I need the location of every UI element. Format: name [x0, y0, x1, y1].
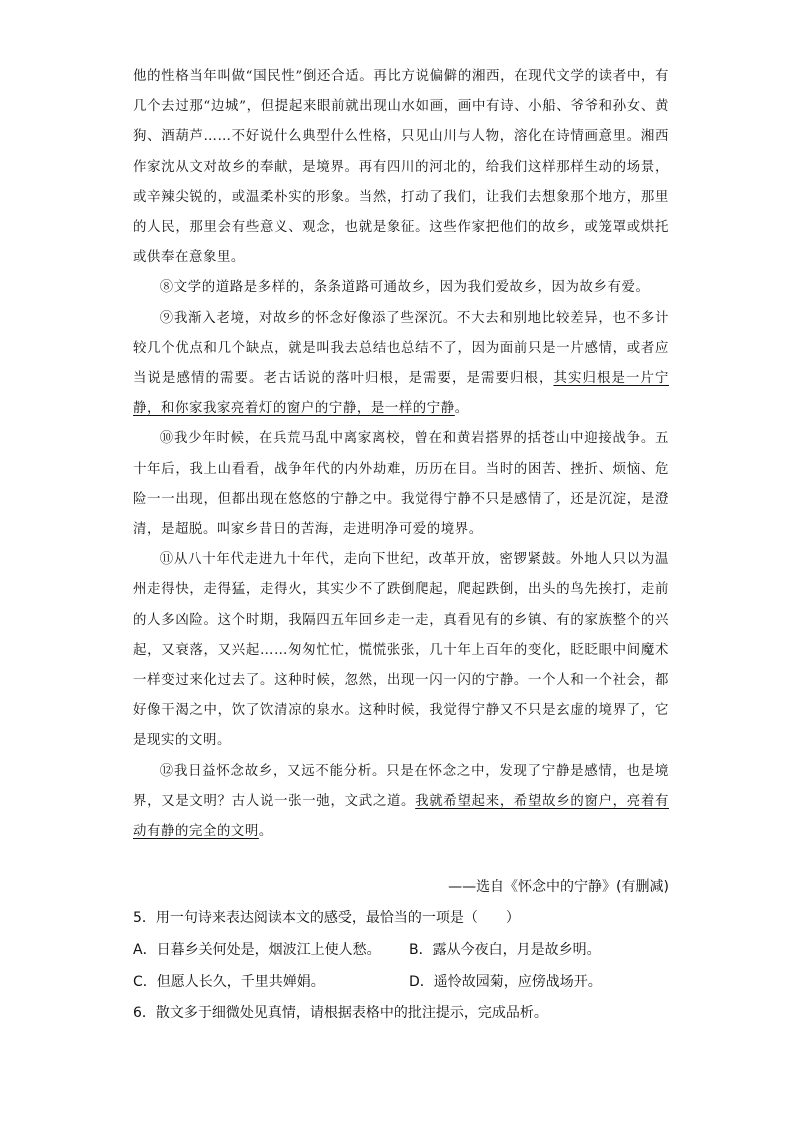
- paragraph-10: ⑩我少年时候，在兵荒马乱中离家离校，曾在和黄岩搭界的括苍山中迎接战争。五十年后，我上山看看，战争年代的内外劫难，历历在目。当时的困苦、挫折、烦恼、危险一一出现，但都出现在悠悠的宁静之中。我觉得宁静不只是感情了，还是沉淀，是澄清，是超脱。叫家乡昔日的苦海，走进明净可爱的境界。: [133, 431, 669, 538]
- paragraph-9: [133, 304, 669, 425]
- source-citation: ——选自《怀念中的宁静》(有删减): [448, 879, 669, 895]
- paragraph-12-text: ⑫我日益怀念故乡，又远不能分析。只是在怀念之中，发现了宁静是感情，也是境界，又是文明？古人说一张一弛，文武之道。: [133, 763, 669, 809]
- paragraph-12-underlined: 我就希望起来，希望故乡的窗户，亮着有动有静的完全的文明: [133, 793, 669, 840]
- question-5-stem: 5．用一句诗来表达阅读本文的感受，最恰当的一项是（ ）: [133, 910, 520, 926]
- paragraph-9-end: 。: [454, 401, 469, 417]
- paragraph-9-text: ⑨我渐入老境，对故乡的怀念好像添了些深沉。不大去和别地比较差异，也不多计较几个优点和几个缺点，就是叫我去总结也总结不了，因为面前只是一片感情，或者应当说是感情的需要。老古话说的落叶归根，是需要，是需要归根，: [133, 310, 669, 387]
- question-5-options-row-1: [133, 940, 693, 960]
- option-b[interactable]: B．露从今夜白，月是故乡明。: [409, 942, 601, 958]
- option-a[interactable]: A．日暮乡关何处是，烟波江上使人愁。: [133, 942, 381, 958]
- question-6-stem: 6．散文多于细微处见真情，请根据表格中的批注提示，完成品析。: [133, 1005, 548, 1021]
- paragraph-12-end: 。: [258, 824, 273, 840]
- paragraph-12: [133, 757, 669, 848]
- paragraph-11: ⑪从八十年代走进九十年代，走向下世纪，改革开放，密锣紧鼓。外地人只以为温州走得快，走得猛，走得火，其实少不了跌倒爬起，爬起跌倒，出头的鸟先挨打，走前的人多凶险。这个时期，我隔四五年回乡走一走，真看见有的乡镇、有的家族整个的兴起，又衰落，又兴起……匆匆忙忙，慌慌张张，几十年上百年的变化，眨眨眼中间魔术一样变过来化过去了。这种时候，忽然，出现一闪一闪的宁静。一个人和一个社会，都好像干渴之中，饮了饮清凉的泉水。这种时候，我觉得宁静又不只是玄虚的境界了，它是现实的文明。: [133, 552, 669, 749]
- paragraph-9-underlined: 其实归根是一片宁静，和你家我家亮着灯的窗户的宁静，是一样的宁静: [133, 371, 669, 417]
- option-c[interactable]: C．但愿人长久，千里共婵娟。: [133, 974, 325, 990]
- paragraph-8: ⑧文学的道路是多样的，条条道路可通故乡，因为我们爱故乡，因为故乡有爱。: [159, 280, 650, 296]
- reading-passage: [133, 62, 669, 847]
- option-d[interactable]: D．遥怜故园菊，应傍战场开。: [409, 974, 602, 990]
- question-5-options-row-2: [133, 972, 693, 992]
- paragraph-continued: 他的性格当年叫做“国民性”倒还合适。再比方说偏僻的湘西，在现代文学的读者中，有几个去过那“边城”，但提起来眼前就出现山水如画，画中有诗、小船、爷爷和孙女、黄狗、酒葫芦……不好说什么典型什么性格，只见山川与人物，溶化在诗情画意里。湘西作家沈从文对故乡的奉献，是境界。再有四川的河北的，给我们这样那样生动的场景，或辛辣尖锐的，或温柔朴实的形象。当然，打动了我们，让我们去想象那个地方，那里的人民，那里会有些意义、观念，也就是象征。这些作家把他们的故乡，或笼罩或烘托或供奉在意象里。: [133, 69, 669, 266]
